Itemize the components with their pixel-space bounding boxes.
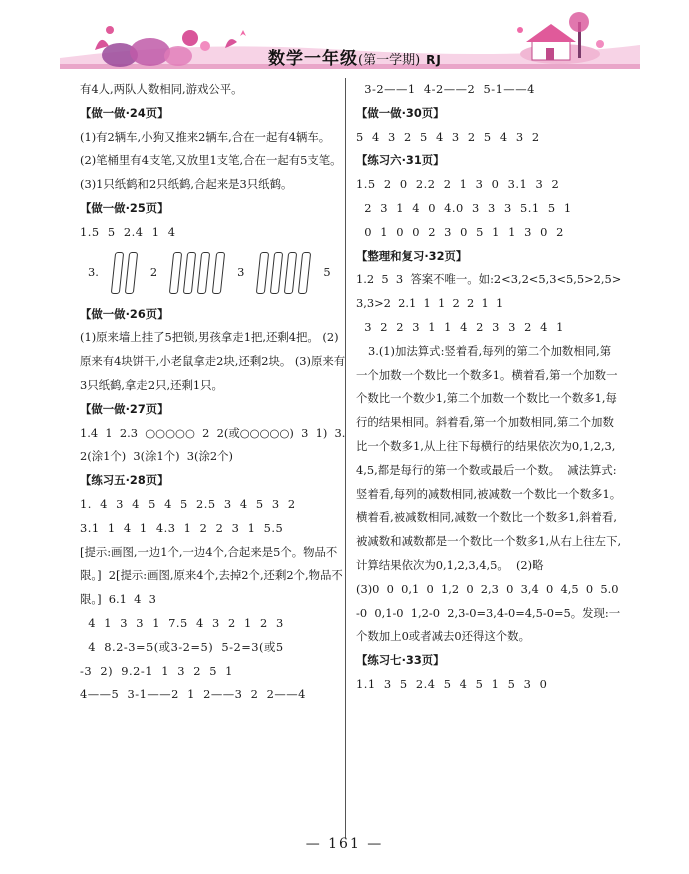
answer-line: (1)原来墙上挂了5把锁,男孩拿走1把,还剩4把。 (2)原来有4块饼干,小老鼠拿走2块,还剩2块。 (3)原来有3只纸鹤,拿走2只,还剩1只。 bbox=[80, 330, 346, 392]
answer-line: -3 2) 9.2-1 1 3 2 5 1 bbox=[80, 663, 233, 678]
answer-line: 0 1 0 0 2 3 0 5 1 1 3 0 2 bbox=[356, 224, 564, 239]
counting-stick bbox=[270, 252, 283, 294]
stick-group-label: 5 bbox=[323, 264, 331, 279]
counting-stick bbox=[212, 252, 225, 294]
answer-line: (1)有2辆车,小狗又推来2辆车,合在一起有4辆车。 (2)笔桶里有4支笔,又放里1支笔,合在一起有5支笔。 (3)1只纸鹤和2只纸鹤,合起来是3只纸鹤。 bbox=[80, 129, 346, 192]
stick-row-prefix: 3. bbox=[88, 264, 99, 279]
answer-line: 4 8.2-3=5(或3-2=5) 5-2=3(或5 bbox=[80, 639, 284, 654]
counting-stick bbox=[183, 252, 196, 294]
answer-line: 1.4 1 2.3 ○○○○○ 2 2(或○○○○○) 3 1) 3.2(涂1个) 3(涂1个) 3(涂2个) bbox=[80, 425, 346, 464]
answer-line: (3)0 0 0,1 0 1,2 0 2,3 0 3,4 0 4,5 0 5.0-0 0,1-0 1,2-0 2,3-0=3,4-0=4,5-0=5。发现:一个数加上0或者减去0还得这个数。 bbox=[356, 581, 621, 644]
answer-line: 4 1 3 3 1 7.5 4 3 2 1 2 3 bbox=[80, 615, 284, 630]
counting-stick bbox=[284, 252, 297, 294]
right-column bbox=[356, 78, 622, 697]
section-heading: 【做一做·30页】 bbox=[356, 105, 445, 120]
stick-figure-row bbox=[80, 247, 346, 299]
counting-stick bbox=[197, 252, 210, 294]
section-heading: 【练习六·31页】 bbox=[356, 153, 445, 168]
counting-stick bbox=[298, 252, 311, 294]
answer-line: 2 3 1 4 0 4.0 3 3 3 5.1 5 1 bbox=[356, 200, 572, 215]
counting-stick bbox=[111, 252, 124, 294]
answer-line: 1.1 3 5 2.4 5 4 5 1 5 3 0 bbox=[356, 676, 548, 691]
stick-group bbox=[214, 252, 223, 294]
header-edition: RJ bbox=[426, 53, 442, 67]
answer-line: 3 2 2 3 1 1 4 2 3 3 2 4 1 bbox=[356, 319, 564, 334]
answer-line: 1. 4 3 4 5 4 5 2.5 3 4 5 3 2 bbox=[80, 496, 296, 511]
answer-line: 4——5 3-1——2 1 2——3 2 2——4 bbox=[80, 687, 306, 702]
left-column bbox=[80, 78, 346, 707]
header-title bbox=[268, 44, 442, 69]
page-number: — 161 — bbox=[305, 836, 384, 852]
stick-group-label: 2 bbox=[149, 264, 158, 279]
header-subtitle: (第一学期) bbox=[358, 53, 421, 68]
section-heading: 【整理和复习·32页】 bbox=[356, 248, 468, 263]
counting-stick bbox=[169, 252, 182, 294]
answer-line: [提示:画图,一边1个,一边4个,合起来是5个。物品不限。] 2[提示:画图,原来4个,去掉2个,还剩2个,物品不限。] 6.1 4 3 bbox=[80, 544, 343, 607]
answer-line: 3-2——1 4-2——2 5-1——4 bbox=[356, 82, 535, 96]
answer-line: 1.2 5 3 答案不唯一。如:2<3,2<5,3<5,5>2,5>3,3>2 2.1 1 1 2 2 1 1 bbox=[356, 272, 622, 311]
section-heading: 【做一做·24页】 bbox=[80, 105, 169, 120]
stick-group-label: 3 bbox=[237, 264, 245, 279]
section-heading: 【做一做·27页】 bbox=[80, 401, 169, 416]
section-heading: 【练习七·33页】 bbox=[356, 653, 445, 668]
section-heading: 【做一做·25页】 bbox=[80, 200, 169, 215]
answer-line: 3.1 1 4 1 4.3 1 2 2 3 1 5.5 bbox=[80, 520, 284, 535]
answer-line: 有4人,两队人数相同,游戏公平。 bbox=[80, 82, 243, 96]
counting-stick bbox=[125, 252, 138, 294]
answer-line: 3.(1)加法算式:竖着看,每列的第二个加数相同,第一个加数一个数比一个数多1。横着看,第一个加数一个数比一个数少1,第二个加数一个数比一个数多1,每行的结果相同。斜着看,第一个加数相同,第二个加数比一个数多1,从上往下每横行的结果依次为0,1,2,3,4,5,都是每行的第一个数或最后一个数。 减法算式:竖着看,每列的减数相同,被减数一个数比一个数多1。横着看,被减数相同,减数一个数比一个数多1,斜着看,被减数和减数都是一个数比一个数多1,从右上往左下,计算结果依次为0,1,2,3,4,5。 (2)略 bbox=[356, 343, 622, 572]
stick-group bbox=[113, 252, 136, 294]
answer-line: 1.5 2 0 2.2 2 1 3 0 3.1 3 2 bbox=[356, 177, 560, 192]
answer-line: 5 4 3 2 5 4 3 2 5 4 3 2 bbox=[356, 129, 540, 144]
stick-group bbox=[171, 252, 208, 294]
header-title-main: 数学一年级 bbox=[268, 49, 358, 69]
answer-line: 1.5 5 2.4 1 4 bbox=[80, 224, 176, 239]
counting-stick bbox=[256, 252, 269, 294]
section-heading: 【做一做·26页】 bbox=[80, 306, 169, 321]
stick-group bbox=[258, 252, 309, 294]
section-heading: 【练习五·28页】 bbox=[80, 473, 169, 488]
